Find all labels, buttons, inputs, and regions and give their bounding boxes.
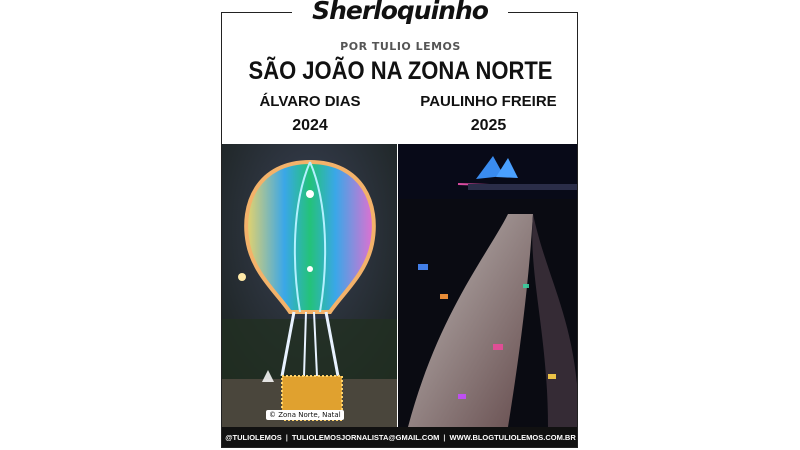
news-card	[221, 12, 578, 448]
footer-separator: |	[443, 433, 446, 442]
brand-logo: Sherloquinho	[292, 0, 508, 25]
crowd-illustration	[398, 144, 578, 427]
footer-separator: |	[285, 433, 288, 442]
right-name: PAULINHO FREIRE	[420, 93, 557, 110]
footer-site: WWW.BLOGTULIOLEMOS.COM.BR	[449, 433, 576, 442]
crowd-photo	[398, 144, 578, 427]
headline: SÃO JOÃO NA ZONA NORTE	[248, 56, 553, 85]
footer-handle: @TULIOLEMOS	[225, 433, 282, 442]
footer-email: TULIOLEMOSJORNALISTA@GMAIL.COM	[291, 433, 440, 442]
left-year: 2024	[292, 117, 328, 134]
balloon-photo	[222, 144, 397, 427]
footer-bar	[222, 427, 578, 448]
left-name: ÁLVARO DIAS	[259, 93, 361, 110]
photo-credit: © Zona Norte, Natal	[266, 410, 344, 420]
balloon-illustration	[222, 144, 397, 427]
byline: POR TULIO LEMOS	[340, 40, 461, 53]
right-year: 2025	[470, 117, 507, 134]
